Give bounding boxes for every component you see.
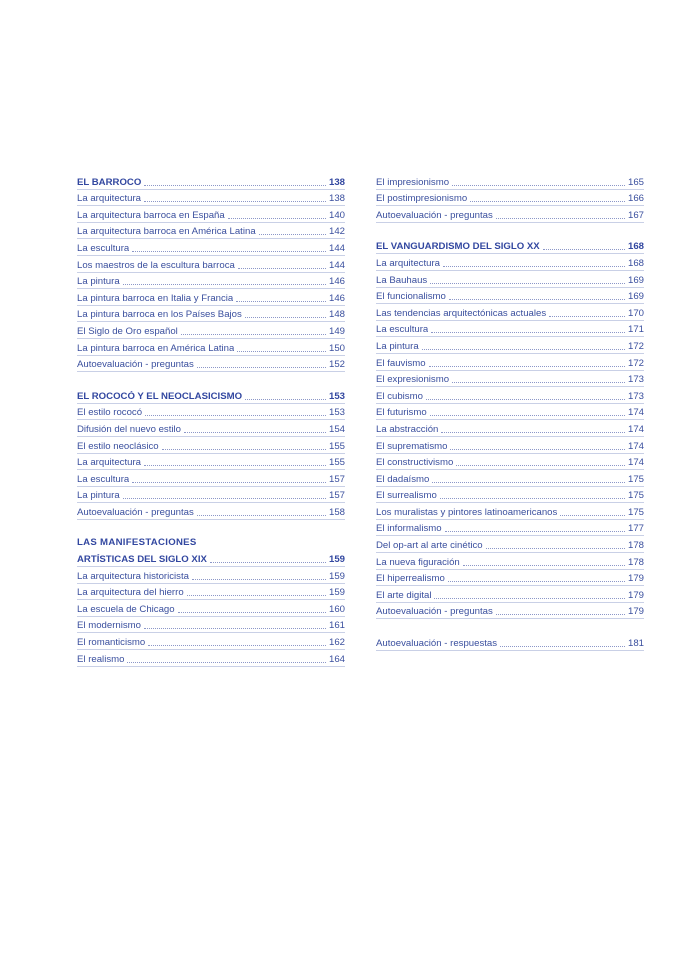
dot-leader: [181, 334, 326, 335]
dot-leader: [426, 399, 625, 400]
entry-page: 146: [328, 292, 345, 304]
dot-leader: [450, 449, 625, 450]
entry-title: El expresionismo: [376, 374, 450, 386]
toc-entry[interactable]: [77, 503, 345, 520]
dot-leader: [486, 548, 625, 549]
toc-entry[interactable]: [376, 634, 644, 651]
entry-page: 144: [328, 259, 345, 271]
toc-entry[interactable]: [376, 206, 644, 223]
dot-leader: [463, 565, 625, 566]
dot-leader: [238, 268, 326, 269]
entry-page: 179: [627, 606, 644, 618]
entry-page: 155: [328, 457, 345, 469]
dot-leader: [259, 234, 326, 235]
entry-page: 140: [328, 209, 345, 221]
dot-leader: [187, 595, 326, 596]
entry-title: El funcionalismo: [376, 291, 446, 303]
toc-entry[interactable]: [376, 404, 644, 421]
entry-page: 160: [328, 603, 345, 615]
entry-page: 173: [627, 374, 644, 386]
toc-entry[interactable]: [77, 289, 345, 306]
entry-title: La arquitectura del hierro: [77, 587, 184, 599]
entry-page: 138: [328, 193, 345, 205]
heading-page: 168: [627, 241, 644, 253]
entry-title: La arquitectura barroca en América Latina: [77, 226, 256, 238]
entry-page: 165: [627, 176, 644, 188]
entry-page: 175: [627, 473, 644, 485]
toc-entry[interactable]: [376, 190, 644, 207]
toc-entry[interactable]: [376, 288, 644, 305]
heading-title: ARTÍSTICAS DEL SIGLO XIX: [77, 554, 207, 566]
heading-page: 159: [328, 554, 345, 566]
dot-leader: [123, 498, 326, 499]
toc-entry[interactable]: [77, 322, 345, 339]
entry-title: Autoevaluación - preguntas: [77, 506, 194, 518]
dot-leader: [441, 432, 625, 433]
toc-entry[interactable]: [376, 570, 644, 587]
entry-page: 155: [328, 440, 345, 452]
dot-leader: [228, 218, 326, 219]
toc-entry[interactable]: [376, 503, 644, 520]
toc-entry[interactable]: [376, 586, 644, 603]
dot-leader: [452, 185, 625, 186]
entry-title: La arquitectura: [77, 457, 141, 469]
entry-title: Las tendencias arquitectónicas actuales: [376, 307, 547, 319]
entry-page: 169: [627, 274, 644, 286]
toc-entry[interactable]: [376, 371, 644, 388]
entry-title: La escuela de Chicago: [77, 603, 175, 615]
toc-entry[interactable]: [77, 223, 345, 240]
toc-entry[interactable]: [376, 454, 644, 471]
entry-title: El impresionismo: [376, 176, 450, 188]
entry-page: 149: [328, 325, 345, 337]
entry-page: 157: [328, 473, 345, 485]
entry-title: El estilo rococó: [77, 407, 143, 419]
entry-page: 144: [328, 242, 345, 254]
dot-leader: [237, 351, 326, 352]
entry-title: La escultura: [77, 242, 130, 254]
toc-entry[interactable]: [376, 437, 644, 454]
section-spacer: [77, 520, 345, 535]
entry-page: 159: [328, 570, 345, 582]
entry-title: La pintura: [77, 276, 120, 288]
entry-title: Los muralistas y pintores latinoamericanos: [376, 506, 558, 518]
toc-right-column: [376, 173, 644, 651]
toc-entry[interactable]: [77, 420, 345, 437]
entry-title: La arquitectura barroca en España: [77, 209, 225, 221]
entry-page: 175: [627, 506, 644, 518]
entry-page: 150: [328, 342, 345, 354]
entry-page: 159: [328, 587, 345, 599]
toc-entry[interactable]: [77, 239, 345, 256]
entry-title: El constructivismo: [376, 457, 454, 469]
section-spacer: [376, 223, 644, 238]
dot-leader: [470, 201, 625, 202]
toc-entry[interactable]: [77, 617, 345, 634]
dot-leader: [549, 316, 625, 317]
heading-title: EL VANGUARDISMO DEL SIGLO XX: [376, 241, 540, 253]
dot-leader: [430, 415, 625, 416]
entry-title: La arquitectura: [376, 257, 440, 269]
entry-page: 164: [328, 653, 345, 665]
toc-entry[interactable]: [376, 337, 644, 354]
dot-leader: [496, 614, 625, 615]
dot-leader: [245, 399, 326, 400]
toc-section-heading-line[interactable]: LAS MANIFESTACIONES: [77, 536, 197, 548]
heading-page: 138: [328, 176, 345, 188]
dot-leader: [245, 317, 326, 318]
toc-entry[interactable]: [376, 520, 644, 537]
toc-entry[interactable]: [77, 650, 345, 667]
entry-page: 178: [627, 540, 644, 552]
entry-title: La arquitectura historicista: [77, 570, 189, 582]
dot-leader: [431, 332, 625, 333]
entry-page: 166: [627, 193, 644, 205]
entry-title: El surrealismo: [376, 490, 437, 502]
entry-title: La pintura barroca en América Latina: [77, 342, 235, 354]
dot-leader: [434, 598, 625, 599]
entry-page: 172: [627, 357, 644, 369]
toc-entry[interactable]: [77, 584, 345, 601]
dot-leader: [192, 579, 326, 580]
toc-entry[interactable]: [77, 190, 345, 207]
dot-leader: [148, 645, 326, 646]
entry-title: El Siglo de Oro español: [77, 325, 178, 337]
entry-page: 162: [328, 637, 345, 649]
dot-leader: [432, 482, 625, 483]
entry-page: 146: [328, 276, 345, 288]
toc-section-heading[interactable]: [77, 550, 345, 567]
entry-title: Autoevaluación - preguntas: [77, 359, 194, 371]
dot-leader: [144, 628, 326, 629]
entry-title: Del op-art al arte cinético: [376, 540, 483, 552]
toc-entry[interactable]: [77, 487, 345, 504]
toc-entry[interactable]: [376, 470, 644, 487]
entry-title: La escultura: [77, 473, 130, 485]
toc-entry[interactable]: [77, 470, 345, 487]
entry-page: 152: [328, 359, 345, 371]
entry-page: 173: [627, 390, 644, 402]
entry-title: Autoevaluación - preguntas: [376, 606, 493, 618]
dot-leader: [178, 612, 326, 613]
entry-title: El informalismo: [376, 523, 442, 535]
dot-leader: [440, 498, 625, 499]
toc-entry[interactable]: [376, 387, 644, 404]
toc-entry[interactable]: [77, 256, 345, 273]
entry-page: 157: [328, 490, 345, 502]
heading-title: EL ROCOCÓ Y EL NEOCLASICISMO: [77, 390, 243, 402]
toc-entry[interactable]: [376, 173, 644, 190]
entry-title: El fauvismo: [376, 357, 426, 369]
toc-section-heading[interactable]: [77, 387, 345, 404]
toc-entry[interactable]: [77, 356, 345, 373]
toc-entry[interactable]: [77, 454, 345, 471]
dot-leader: [560, 515, 625, 516]
toc-entry[interactable]: [376, 354, 644, 371]
dot-leader: [132, 482, 326, 483]
entry-title: El postimpresionismo: [376, 193, 468, 205]
entry-title: Autoevaluación - preguntas: [376, 209, 493, 221]
entry-title: El hiperrealismo: [376, 573, 445, 585]
dot-leader: [162, 449, 326, 450]
entry-page: 154: [328, 423, 345, 435]
entry-page: 169: [627, 291, 644, 303]
entry-title: Autoevaluación - respuestas: [376, 638, 498, 650]
dot-leader: [210, 562, 326, 563]
dot-leader: [500, 646, 625, 647]
dot-leader: [445, 531, 625, 532]
dot-leader: [127, 662, 326, 663]
toc-entry[interactable]: [376, 304, 644, 321]
entry-title: El arte digital: [376, 589, 432, 601]
entry-title: El estilo neoclásico: [77, 440, 159, 452]
entry-page: 174: [627, 423, 644, 435]
dot-leader: [543, 249, 625, 250]
toc-entry[interactable]: [77, 273, 345, 290]
dot-leader: [448, 581, 625, 582]
entry-page: 179: [627, 573, 644, 585]
entry-title: La pintura: [77, 490, 120, 502]
entry-page: 158: [328, 506, 345, 518]
toc-entry[interactable]: [77, 600, 345, 617]
entry-page: 174: [627, 440, 644, 452]
toc-entry[interactable]: [77, 437, 345, 454]
toc-entry[interactable]: [376, 321, 644, 338]
toc-entry[interactable]: [376, 603, 644, 620]
heading-title: EL BARROCO: [77, 176, 142, 188]
entry-page: 178: [627, 556, 644, 568]
dot-leader: [443, 266, 625, 267]
entry-page: 170: [627, 307, 644, 319]
entry-page: 181: [627, 638, 644, 650]
entry-page: 171: [627, 324, 644, 336]
entry-page: 148: [328, 309, 345, 321]
toc-entry[interactable]: [77, 206, 345, 223]
toc-entry[interactable]: [376, 254, 644, 271]
entry-page: 174: [627, 407, 644, 419]
toc-entry[interactable]: [376, 271, 644, 288]
entry-title: El modernismo: [77, 620, 141, 632]
dot-leader: [197, 367, 326, 368]
entry-title: Difusión del nuevo estilo: [77, 423, 181, 435]
dot-leader: [236, 301, 326, 302]
toc-section-heading[interactable]: [376, 238, 644, 255]
section-spacer: [77, 372, 345, 387]
entry-page: 172: [627, 340, 644, 352]
entry-page: 142: [328, 226, 345, 238]
dot-leader: [429, 366, 625, 367]
entry-page: 177: [627, 523, 644, 535]
toc-entry[interactable]: [77, 633, 345, 650]
entry-page: 167: [627, 209, 644, 221]
dot-leader: [184, 432, 326, 433]
dot-leader: [144, 185, 326, 186]
entry-title: El suprematismo: [376, 440, 448, 452]
dot-leader: [422, 349, 625, 350]
entry-title: La nueva figuración: [376, 556, 460, 568]
dot-leader: [123, 284, 326, 285]
toc-section-heading[interactable]: [77, 173, 345, 190]
entry-page: 161: [328, 620, 345, 632]
dot-leader: [456, 465, 625, 466]
dot-leader: [144, 201, 326, 202]
heading-page: 153: [328, 390, 345, 402]
toc-entry[interactable]: [77, 339, 345, 356]
entry-title: El cubismo: [376, 390, 423, 402]
toc-entry[interactable]: [376, 487, 644, 504]
toc-left-column: [77, 173, 345, 667]
toc-entry[interactable]: [77, 404, 345, 421]
toc-entry[interactable]: [376, 536, 644, 553]
dot-leader: [452, 382, 625, 383]
entry-title: La escultura: [376, 324, 429, 336]
entry-title: Los maestros de la escultura barroca: [77, 259, 235, 271]
toc-entry[interactable]: [376, 553, 644, 570]
section-spacer: [376, 619, 644, 634]
toc-entry[interactable]: [77, 306, 345, 323]
entry-title: El realismo: [77, 653, 125, 665]
entry-title: La abstracción: [376, 423, 439, 435]
dot-leader: [430, 283, 625, 284]
entry-page: 153: [328, 407, 345, 419]
entry-page: 175: [627, 490, 644, 502]
entry-page: 174: [627, 457, 644, 469]
dot-leader: [496, 218, 625, 219]
dot-leader: [197, 515, 326, 516]
entry-title: La pintura barroca en Italia y Francia: [77, 292, 234, 304]
dot-leader: [145, 415, 326, 416]
entry-title: El futurismo: [376, 407, 427, 419]
entry-title: La pintura: [376, 340, 419, 352]
dot-leader: [132, 251, 326, 252]
entry-title: La Bauhaus: [376, 274, 428, 286]
dot-leader: [449, 299, 625, 300]
entry-page: 168: [627, 257, 644, 269]
entry-page: 179: [627, 589, 644, 601]
entry-title: La arquitectura: [77, 193, 141, 205]
dot-leader: [144, 465, 326, 466]
entry-title: La pintura barroca en los Países Bajos: [77, 309, 242, 321]
entry-title: El dadaísmo: [376, 473, 430, 485]
entry-title: El romanticismo: [77, 637, 146, 649]
toc-entry[interactable]: [77, 567, 345, 584]
toc-entry[interactable]: [376, 420, 644, 437]
